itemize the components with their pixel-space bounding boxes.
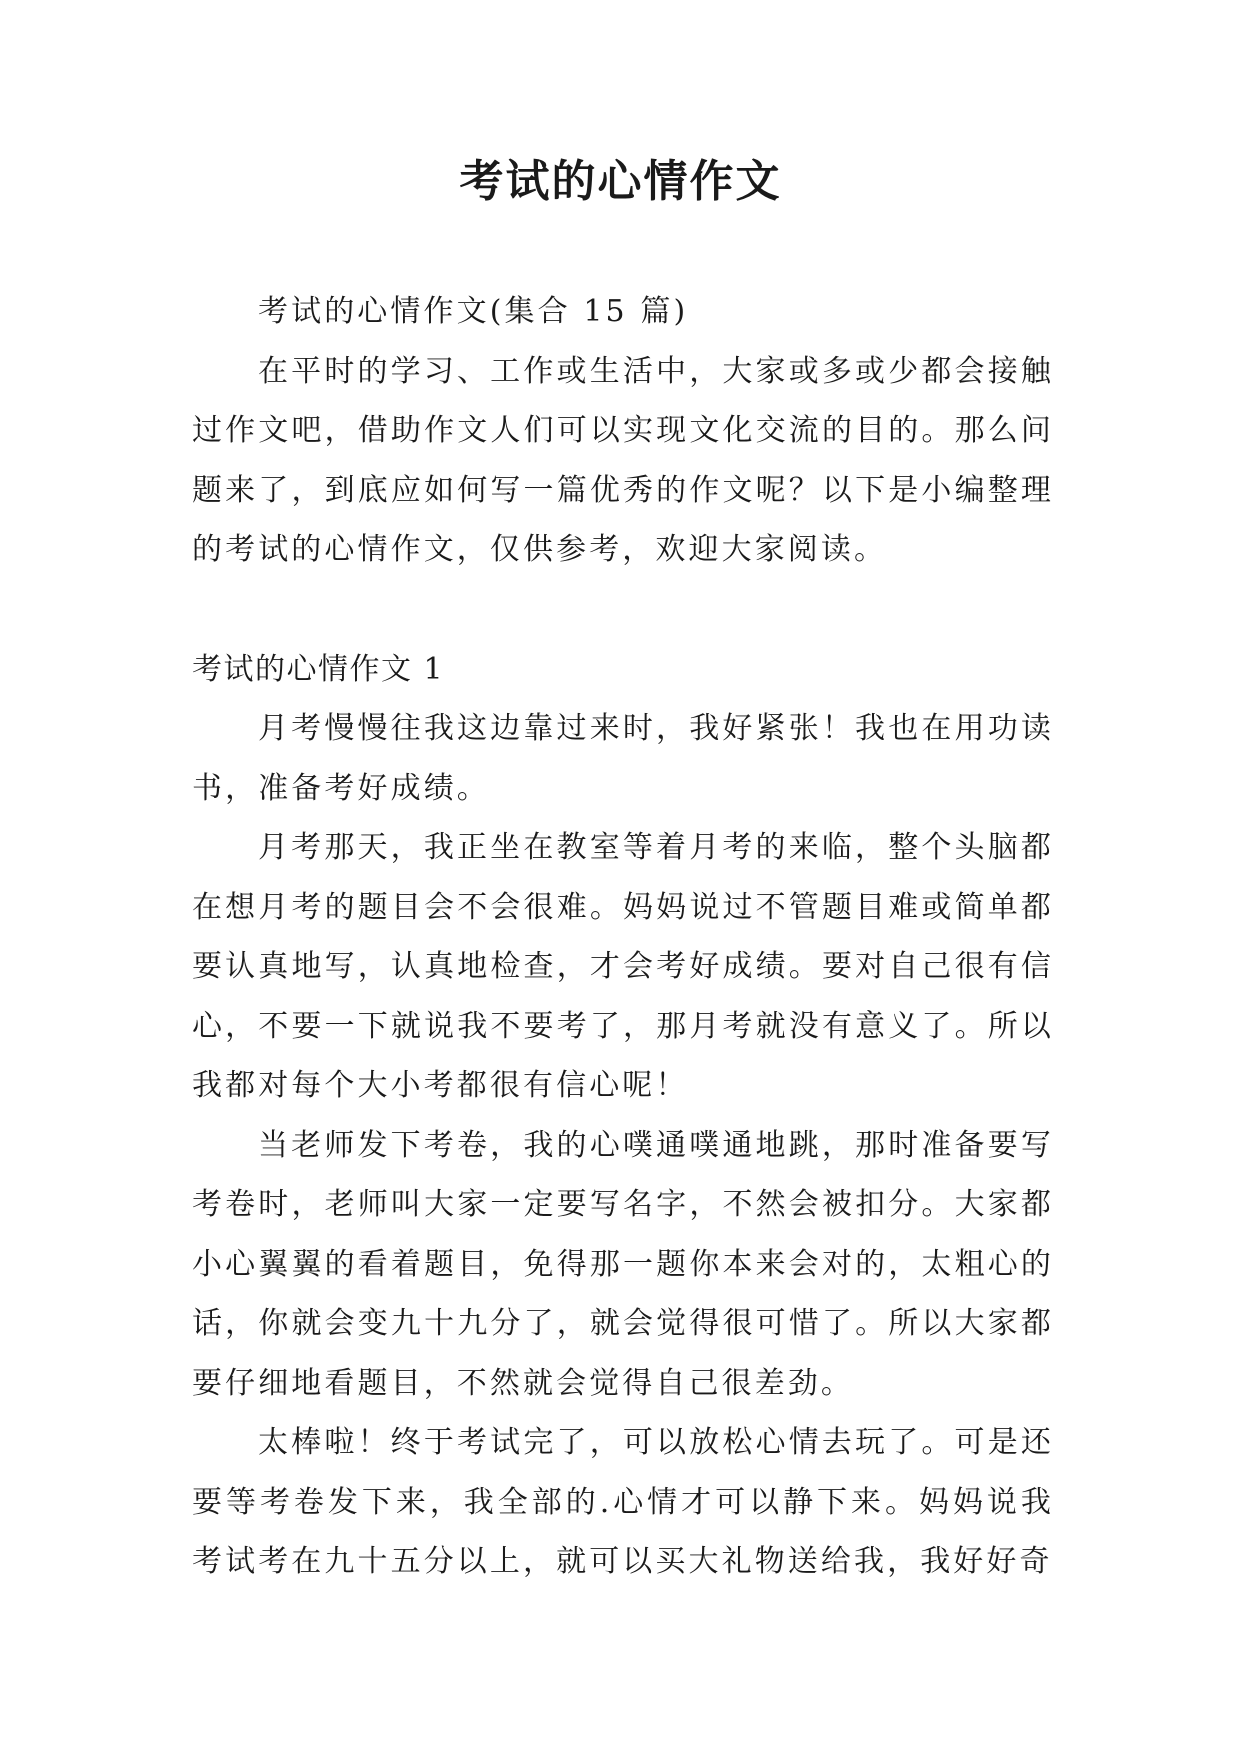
section-heading: 考试的心情作文 1	[192, 651, 445, 687]
body-paragraph: 当老师发下考卷，我的心噗通噗通地跳，那时准备要写考卷时，老师叫大家一定要写名字，不然会被扣分。大家都小心翼翼的看着题目，免得那一题你本来会对的，太粗心的话，你就会变九十九分了，就会觉得很可惜了。所以大家都要仔细地看题目，不然就会觉得自己很差劲。	[192, 1127, 1054, 1401]
body-paragraph: 月考那天，我正坐在教室等着月考的来临，整个头脑都在想月考的题目会不会很难。妈妈说过不管题目难或简单都要认真地写，认真地检查，才会考好成绩。要对自己很有信心，不要一下就说我不要考了，那月考就没有意义了。所以我都对每个大小考都很有信心呢！	[192, 830, 1054, 1103]
document-body	[192, 282, 1054, 1592]
document-subtitle: 考试的心情作文(集合 15 篇)	[258, 294, 689, 329]
body-paragraph: 太棒啦！终于考试完了，可以放松心情去玩了。可是还要等考卷发下来，我全部的.心情才可以静下来。妈妈说我考试考在九十五分以上，就可以买大礼物送给我，我好好奇	[192, 1425, 1054, 1579]
document-title: 考试的心情作文	[459, 156, 782, 207]
body-paragraph: 月考慢慢往我这边靠过来时，我好紧张！我也在用功读书，准备考好成绩。	[192, 711, 1054, 806]
intro-paragraph: 在平时的学习、工作或生活中，大家或多或少都会接触过作文吧，借助作文人们可以实现文化交流的目的。那么问题来了，到底应如何写一篇优秀的作文呢？以下是小编整理的考试的心情作文，仅供参考，欢迎大家阅读。	[192, 353, 1054, 567]
